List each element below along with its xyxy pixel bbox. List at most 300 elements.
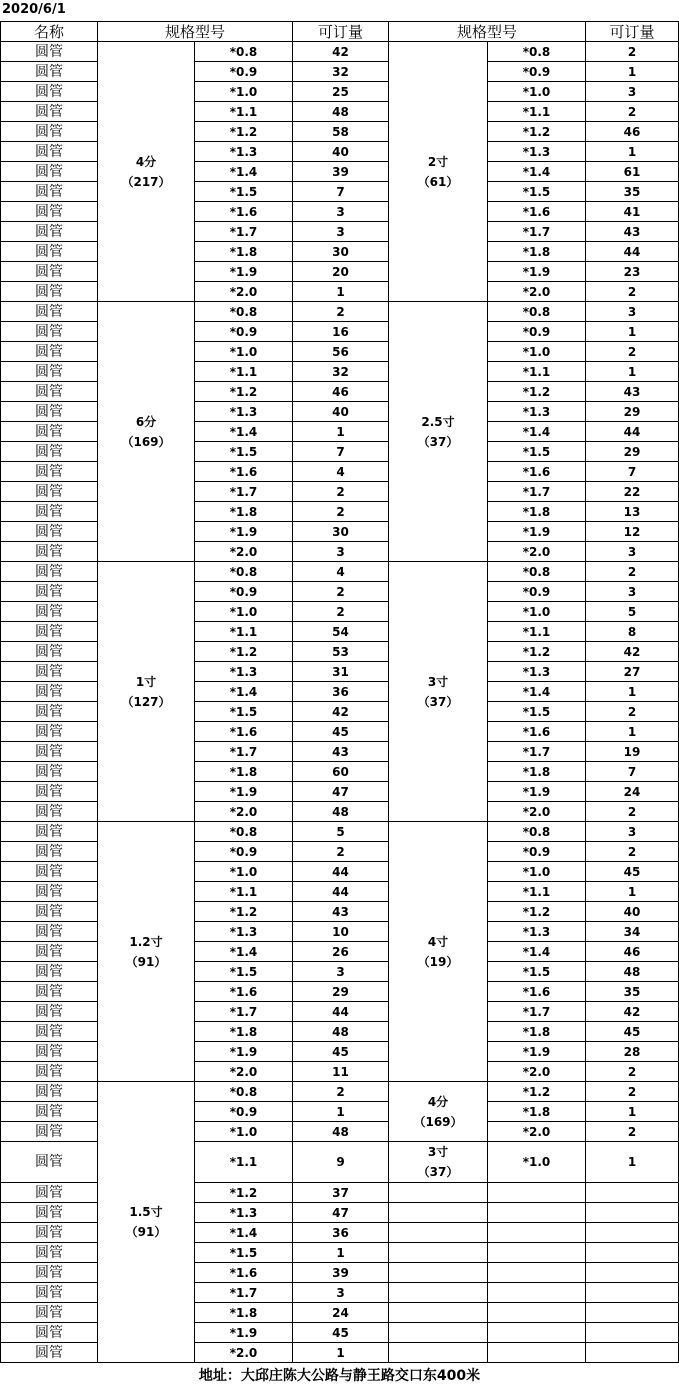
size-group-cell (389, 1082, 488, 1142)
row-name: 圆管 (1, 1062, 98, 1082)
spec-cell: *1.8 (488, 242, 586, 262)
spec-cell: *0.8 (488, 42, 586, 62)
qty-cell: 45 (586, 1022, 679, 1042)
spec-cell: *2.0 (488, 282, 586, 302)
empty-cell (389, 1323, 488, 1343)
row-name: 圆管 (1, 642, 98, 662)
row-name: 圆管 (1, 682, 98, 702)
qty-cell: 1 (586, 142, 679, 162)
table-row (1, 1082, 679, 1102)
size-group-cell (98, 562, 195, 822)
spec-cell: *1.3 (488, 922, 586, 942)
spec-cell: *1.6 (195, 202, 293, 222)
empty-cell (488, 1283, 586, 1303)
row-name: 圆管 (1, 602, 98, 622)
inventory-table (0, 21, 679, 1363)
size-total: （37） (417, 694, 459, 709)
qty-cell: 2 (586, 562, 679, 582)
empty-cell (586, 1343, 679, 1363)
row-name: 圆管 (1, 962, 98, 982)
qty-cell: 45 (293, 1042, 389, 1062)
row-name: 圆管 (1, 202, 98, 222)
qty-cell: 1 (586, 322, 679, 342)
row-name: 圆管 (1, 762, 98, 782)
qty-cell: 36 (293, 1223, 389, 1243)
qty-cell: 48 (586, 962, 679, 982)
row-name: 圆管 (1, 1122, 98, 1142)
qty-cell: 56 (293, 342, 389, 362)
qty-cell: 7 (293, 182, 389, 202)
spec-cell: *1.4 (488, 162, 586, 182)
spec-cell: *1.8 (195, 502, 293, 522)
row-name: 圆管 (1, 942, 98, 962)
row-name: 圆管 (1, 842, 98, 862)
header-spec-right: 规格型号 (389, 22, 586, 42)
qty-cell: 34 (586, 922, 679, 942)
qty-cell: 1 (293, 422, 389, 442)
size-total: （19） (417, 954, 459, 969)
qty-cell: 1 (586, 682, 679, 702)
spec-cell: *1.6 (488, 982, 586, 1002)
row-name: 圆管 (1, 1223, 98, 1243)
spec-cell: *0.8 (195, 1082, 293, 1102)
spec-cell: *1.1 (195, 622, 293, 642)
row-name: 圆管 (1, 342, 98, 362)
qty-cell: 42 (586, 1002, 679, 1022)
row-name: 圆管 (1, 902, 98, 922)
qty-cell: 46 (293, 382, 389, 402)
qty-cell: 61 (586, 162, 679, 182)
qty-cell: 1 (586, 62, 679, 82)
spec-cell: *1.5 (195, 962, 293, 982)
spec-cell: *1.6 (195, 462, 293, 482)
spec-cell: *2.0 (488, 802, 586, 822)
size-total: （217） (121, 174, 171, 189)
spec-cell: *1.1 (488, 882, 586, 902)
spec-cell: *1.7 (195, 1283, 293, 1303)
qty-cell: 28 (586, 1042, 679, 1062)
size-total: （37） (417, 434, 459, 449)
qty-cell: 2 (586, 342, 679, 362)
qty-cell: 35 (586, 182, 679, 202)
qty-cell: 2 (293, 602, 389, 622)
spec-cell: *1.3 (195, 662, 293, 682)
spec-cell: *1.1 (488, 362, 586, 382)
row-name: 圆管 (1, 182, 98, 202)
qty-cell: 5 (586, 602, 679, 622)
qty-cell: 3 (293, 962, 389, 982)
size-group-cell (98, 822, 195, 1082)
spec-cell: *0.9 (488, 322, 586, 342)
spec-cell: *1.0 (488, 1142, 586, 1183)
spec-cell: *1.9 (488, 522, 586, 542)
qty-cell: 1 (586, 362, 679, 382)
size-total: （37） (417, 1165, 459, 1179)
size-label: 3寸 (427, 674, 449, 689)
spec-cell: *1.3 (488, 142, 586, 162)
qty-cell: 7 (586, 462, 679, 482)
qty-cell: 2 (293, 502, 389, 522)
qty-cell: 39 (293, 1263, 389, 1283)
spec-cell: *1.9 (488, 782, 586, 802)
spec-cell: *1.8 (488, 502, 586, 522)
spec-cell: *1.7 (488, 222, 586, 242)
qty-cell: 42 (293, 702, 389, 722)
header-qty-right: 可订量 (586, 22, 679, 42)
spec-cell: *1.4 (488, 942, 586, 962)
date-label: 2020/6/1 (2, 2, 66, 17)
spec-cell: *1.1 (488, 622, 586, 642)
size-total: （91） (125, 954, 167, 969)
empty-cell (389, 1303, 488, 1323)
spec-cell: *1.0 (195, 342, 293, 362)
spec-cell: *1.3 (195, 1203, 293, 1223)
row-name: 圆管 (1, 822, 98, 842)
row-name: 圆管 (1, 802, 98, 822)
empty-cell (586, 1243, 679, 1263)
spec-cell: *1.8 (488, 1102, 586, 1122)
empty-cell (586, 1283, 679, 1303)
qty-cell: 1 (586, 882, 679, 902)
empty-cell (586, 1183, 679, 1203)
qty-cell: 24 (293, 1303, 389, 1323)
spec-cell: *1.8 (488, 1022, 586, 1042)
row-name: 圆管 (1, 1243, 98, 1263)
spec-cell: *1.2 (195, 902, 293, 922)
qty-cell: 3 (586, 302, 679, 322)
qty-cell: 20 (293, 262, 389, 282)
qty-cell: 1 (586, 722, 679, 742)
row-name: 圆管 (1, 82, 98, 102)
spec-cell: *1.4 (195, 422, 293, 442)
size-label: 1寸 (135, 674, 157, 689)
empty-cell (488, 1263, 586, 1283)
spec-cell: *1.9 (195, 782, 293, 802)
size-group-cell (389, 1142, 488, 1183)
qty-cell: 48 (293, 802, 389, 822)
qty-cell: 36 (293, 682, 389, 702)
qty-cell: 5 (293, 822, 389, 842)
empty-cell (488, 1303, 586, 1323)
spec-cell: *1.0 (195, 1122, 293, 1142)
spec-cell: *2.0 (488, 1062, 586, 1082)
row-name: 圆管 (1, 522, 98, 542)
spec-cell: *2.0 (195, 1062, 293, 1082)
size-group-cell (98, 302, 195, 562)
row-name: 圆管 (1, 982, 98, 1002)
spec-cell: *1.8 (195, 242, 293, 262)
qty-cell: 2 (293, 482, 389, 502)
row-name: 圆管 (1, 502, 98, 522)
row-name: 圆管 (1, 482, 98, 502)
spec-cell: *1.5 (195, 182, 293, 202)
header-name: 名称 (1, 22, 98, 42)
spec-cell: *1.0 (488, 862, 586, 882)
qty-cell: 2 (586, 1082, 679, 1102)
spec-cell: *1.5 (488, 182, 586, 202)
empty-cell (389, 1343, 488, 1363)
spec-cell: *1.0 (488, 342, 586, 362)
row-name: 圆管 (1, 1343, 98, 1363)
row-name: 圆管 (1, 862, 98, 882)
qty-cell: 3 (293, 542, 389, 562)
spec-cell: *1.5 (488, 962, 586, 982)
row-name: 圆管 (1, 1303, 98, 1323)
spec-cell: *1.6 (195, 1263, 293, 1283)
address-footer: 地址：大邱庄陈大公路与静王路交口东400米 (198, 1368, 481, 1384)
qty-cell: 2 (293, 1082, 389, 1102)
spec-cell: *1.1 (195, 1142, 293, 1183)
size-total: （91） (125, 1225, 167, 1239)
qty-cell: 30 (293, 522, 389, 542)
qty-cell: 4 (293, 462, 389, 482)
row-name: 圆管 (1, 122, 98, 142)
size-label: 2.5寸 (421, 414, 455, 429)
spec-cell: *1.5 (488, 442, 586, 462)
qty-cell: 13 (586, 502, 679, 522)
row-name: 圆管 (1, 1142, 98, 1183)
table-row (1, 302, 679, 322)
row-name: 圆管 (1, 322, 98, 342)
qty-cell: 41 (586, 202, 679, 222)
size-group-cell (389, 822, 488, 1082)
size-label: 2寸 (427, 154, 449, 169)
spec-cell: *1.5 (488, 702, 586, 722)
qty-cell: 35 (586, 982, 679, 1002)
table-row (1, 562, 679, 582)
qty-cell: 37 (293, 1183, 389, 1203)
empty-cell (389, 1203, 488, 1223)
size-total: （127） (121, 694, 171, 709)
qty-cell: 1 (293, 1243, 389, 1263)
spec-cell: *1.6 (195, 982, 293, 1002)
spec-cell: *0.8 (195, 562, 293, 582)
empty-cell (389, 1223, 488, 1243)
qty-cell: 43 (293, 742, 389, 762)
qty-cell: 1 (293, 1343, 389, 1363)
size-label: 4寸 (427, 934, 449, 949)
qty-cell: 44 (293, 862, 389, 882)
qty-cell: 40 (293, 402, 389, 422)
qty-cell: 7 (293, 442, 389, 462)
spec-cell: *1.6 (488, 202, 586, 222)
size-group-cell (389, 42, 488, 302)
spec-cell: *1.7 (488, 482, 586, 502)
qty-cell: 31 (293, 662, 389, 682)
row-name: 圆管 (1, 1183, 98, 1203)
row-name: 圆管 (1, 1042, 98, 1062)
qty-cell: 1 (586, 1142, 679, 1183)
qty-cell: 2 (586, 1062, 679, 1082)
row-name: 圆管 (1, 882, 98, 902)
qty-cell: 43 (293, 902, 389, 922)
row-name: 圆管 (1, 222, 98, 242)
spec-cell: *1.8 (195, 762, 293, 782)
spec-cell: *0.9 (195, 582, 293, 602)
qty-cell: 40 (293, 142, 389, 162)
qty-cell: 39 (293, 162, 389, 182)
qty-cell: 44 (293, 1002, 389, 1022)
row-name: 圆管 (1, 402, 98, 422)
spec-cell: *1.8 (488, 762, 586, 782)
row-name: 圆管 (1, 282, 98, 302)
qty-cell: 48 (293, 1122, 389, 1142)
row-name: 圆管 (1, 722, 98, 742)
spec-cell: *1.1 (195, 102, 293, 122)
spec-cell: *1.2 (195, 642, 293, 662)
spec-cell: *1.9 (195, 1323, 293, 1343)
size-total: （169） (121, 434, 171, 449)
qty-cell: 53 (293, 642, 389, 662)
qty-cell: 2 (586, 842, 679, 862)
row-name: 圆管 (1, 362, 98, 382)
row-name: 圆管 (1, 1203, 98, 1223)
table-row (1, 42, 679, 62)
row-name: 圆管 (1, 582, 98, 602)
qty-cell: 60 (293, 762, 389, 782)
size-group-cell (98, 42, 195, 302)
spec-cell: *0.8 (195, 822, 293, 842)
qty-cell: 26 (293, 942, 389, 962)
empty-cell (488, 1323, 586, 1343)
spec-cell: *1.2 (488, 382, 586, 402)
spec-cell: *1.7 (195, 1002, 293, 1022)
spec-cell: *2.0 (195, 282, 293, 302)
spec-cell: *1.3 (488, 402, 586, 422)
spec-cell: *1.8 (195, 1022, 293, 1042)
spec-cell: *1.9 (195, 522, 293, 542)
qty-cell: 2 (293, 302, 389, 322)
qty-cell: 4 (293, 562, 389, 582)
spec-cell: *1.2 (488, 122, 586, 142)
spec-cell: *1.1 (195, 882, 293, 902)
spec-cell: *2.0 (488, 1122, 586, 1142)
empty-cell (389, 1183, 488, 1203)
empty-cell (389, 1243, 488, 1263)
spec-cell: *0.9 (195, 842, 293, 862)
spec-cell: *1.4 (195, 1223, 293, 1243)
qty-cell: 3 (293, 222, 389, 242)
spec-cell: *1.7 (488, 1002, 586, 1022)
spec-cell: *1.9 (195, 1042, 293, 1062)
qty-cell: 9 (293, 1142, 389, 1183)
spec-cell: *1.6 (488, 462, 586, 482)
empty-cell (488, 1223, 586, 1243)
spec-cell: *0.9 (488, 62, 586, 82)
qty-cell: 25 (293, 82, 389, 102)
qty-cell: 3 (586, 582, 679, 602)
empty-cell (488, 1203, 586, 1223)
row-name: 圆管 (1, 742, 98, 762)
qty-cell: 23 (586, 262, 679, 282)
spec-cell: *1.5 (195, 1243, 293, 1263)
row-name: 圆管 (1, 142, 98, 162)
size-group-cell (389, 562, 488, 822)
spec-cell: *1.9 (195, 262, 293, 282)
qty-cell: 24 (586, 782, 679, 802)
spec-cell: *1.4 (488, 682, 586, 702)
qty-cell: 48 (293, 102, 389, 122)
size-group-cell (98, 1082, 195, 1363)
size-label: 1.2寸 (129, 934, 163, 949)
row-name: 圆管 (1, 1082, 98, 1102)
spec-cell: *0.9 (195, 62, 293, 82)
spec-cell: *1.0 (488, 602, 586, 622)
qty-cell: 1 (293, 282, 389, 302)
qty-cell: 11 (293, 1062, 389, 1082)
spec-cell: *0.9 (488, 582, 586, 602)
qty-cell: 12 (586, 522, 679, 542)
empty-cell (586, 1203, 679, 1223)
qty-cell: 54 (293, 622, 389, 642)
spec-cell: *1.7 (195, 742, 293, 762)
row-name: 圆管 (1, 42, 98, 62)
row-name: 圆管 (1, 1102, 98, 1122)
qty-cell: 47 (293, 782, 389, 802)
qty-cell: 3 (586, 82, 679, 102)
qty-cell: 32 (293, 362, 389, 382)
qty-cell: 32 (293, 62, 389, 82)
row-name: 圆管 (1, 662, 98, 682)
row-name: 圆管 (1, 422, 98, 442)
empty-cell (586, 1263, 679, 1283)
spec-cell: *1.2 (195, 1183, 293, 1203)
size-label: 4分 (135, 154, 157, 169)
qty-cell: 22 (586, 482, 679, 502)
spec-cell: *0.9 (195, 1102, 293, 1122)
spec-cell: *0.8 (195, 302, 293, 322)
spec-cell: *1.8 (195, 1303, 293, 1323)
qty-cell: 3 (586, 542, 679, 562)
size-label: 4分 (427, 1094, 449, 1109)
empty-cell (586, 1303, 679, 1323)
spec-cell: *1.4 (488, 422, 586, 442)
spec-cell: *0.8 (488, 302, 586, 322)
spec-cell: *1.5 (195, 442, 293, 462)
spec-cell: *1.0 (488, 82, 586, 102)
spec-cell: *1.2 (488, 642, 586, 662)
row-name: 圆管 (1, 542, 98, 562)
qty-cell: 8 (586, 622, 679, 642)
spec-cell: *0.9 (195, 322, 293, 342)
spec-cell: *1.2 (488, 1082, 586, 1102)
qty-cell: 2 (586, 702, 679, 722)
spec-cell: *0.8 (195, 42, 293, 62)
qty-cell: 29 (586, 442, 679, 462)
qty-cell: 42 (586, 642, 679, 662)
spec-cell: *1.4 (195, 682, 293, 702)
qty-cell: 2 (586, 1122, 679, 1142)
row-name: 圆管 (1, 1323, 98, 1343)
spec-cell: *1.5 (195, 702, 293, 722)
qty-cell: 2 (586, 802, 679, 822)
qty-cell: 27 (586, 662, 679, 682)
qty-cell: 44 (586, 422, 679, 442)
row-name: 圆管 (1, 462, 98, 482)
qty-cell: 2 (293, 842, 389, 862)
spec-cell: *1.6 (195, 722, 293, 742)
qty-cell: 45 (293, 722, 389, 742)
row-name: 圆管 (1, 1283, 98, 1303)
qty-cell: 43 (586, 382, 679, 402)
empty-cell (389, 1283, 488, 1303)
qty-cell: 47 (293, 1203, 389, 1223)
qty-cell: 7 (586, 762, 679, 782)
qty-cell: 3 (586, 822, 679, 842)
spec-cell: *1.6 (488, 722, 586, 742)
empty-cell (586, 1323, 679, 1343)
qty-cell: 16 (293, 322, 389, 342)
